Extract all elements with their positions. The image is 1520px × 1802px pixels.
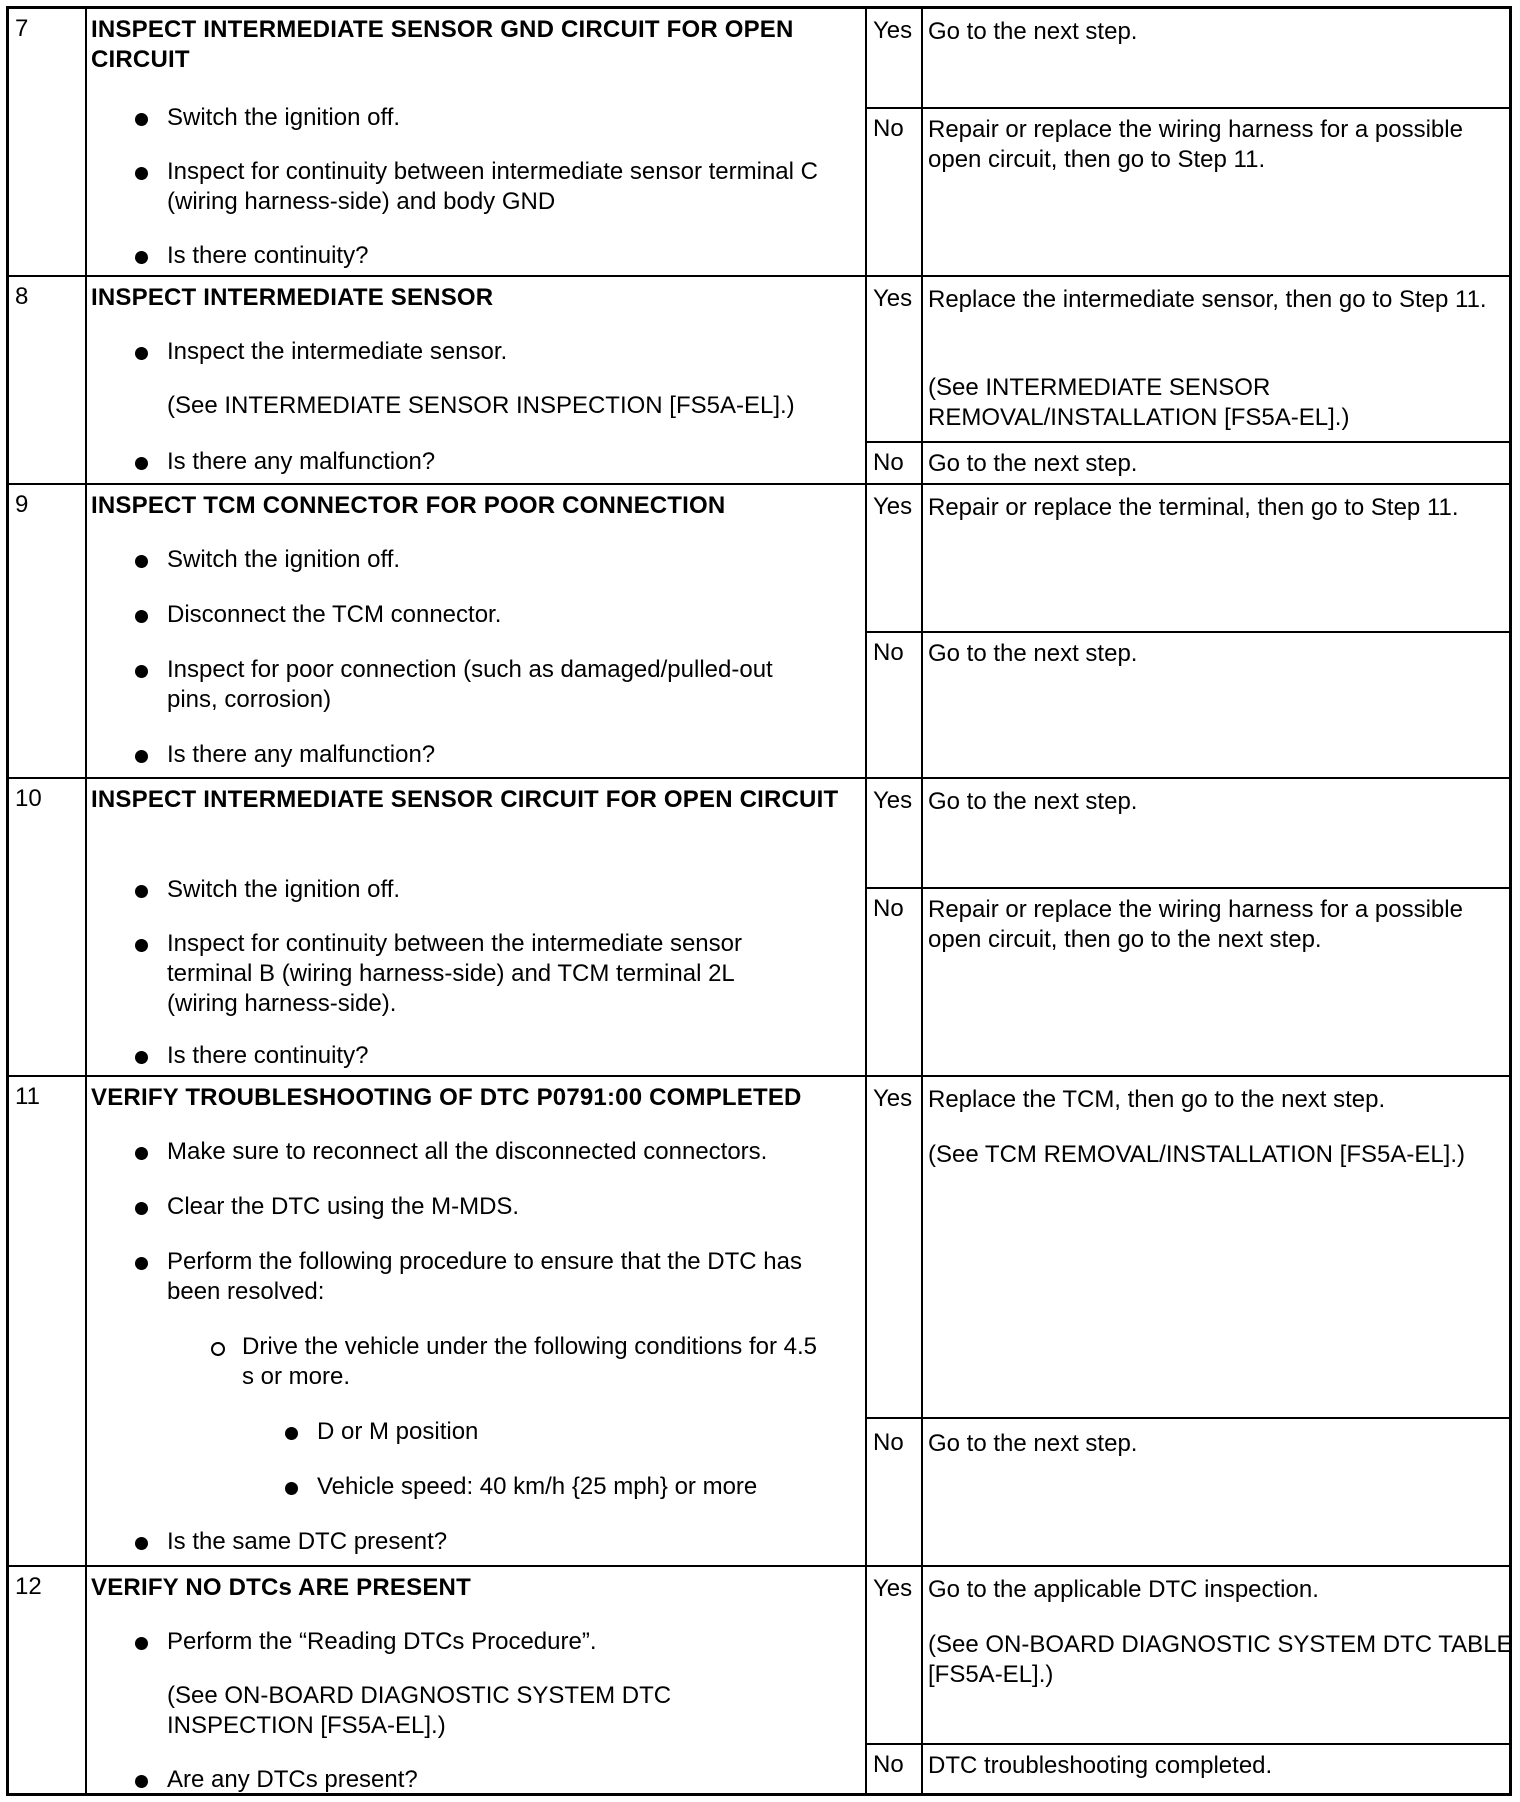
reference-note: (See INTERMEDIATE SENSOR INSPECTION [FS5A-EL].) bbox=[167, 392, 795, 419]
troubleshooting-table bbox=[6, 6, 1512, 1796]
list-item: Vehicle speed: 40 km/h {25 mph} or more bbox=[317, 1472, 837, 1502]
list-item: Inspect for continuity between intermediate sensor terminal C (wiring harness-side) and body GND bbox=[167, 157, 827, 217]
bullet-icon bbox=[135, 457, 148, 470]
bullet-icon bbox=[135, 1051, 148, 1064]
yes-no-divider bbox=[865, 441, 1509, 443]
no-label: No bbox=[873, 1751, 904, 1778]
bullet-icon bbox=[135, 610, 148, 623]
table-row bbox=[9, 277, 1509, 485]
table-row bbox=[9, 779, 1509, 1077]
step-number: 7 bbox=[15, 15, 29, 42]
no-label: No bbox=[873, 115, 904, 142]
list-item: Inspect for continuity between the intermediate sensor terminal B (wiring harness-side) and TCM terminal 2L (wiring harness-side). bbox=[167, 929, 807, 1019]
hollow-bullet-icon bbox=[211, 1342, 225, 1356]
step-title: VERIFY TROUBLESHOOTING OF DTC P0791:00 COMPLETED bbox=[91, 1084, 802, 1111]
yes-label: Yes bbox=[873, 285, 913, 312]
bullet-icon bbox=[135, 347, 148, 360]
yes-no-divider bbox=[865, 1743, 1509, 1745]
list-item: Drive the vehicle under the following conditions for 4.5 s or more. bbox=[242, 1332, 822, 1392]
yes-no-divider bbox=[865, 887, 1509, 889]
no-result: Repair or replace the wiring harness for a possible open circuit, then go to the next step. bbox=[928, 896, 1463, 953]
list-item: Is there continuity? bbox=[167, 1041, 827, 1071]
yes-no-divider bbox=[865, 1417, 1509, 1419]
step-number: 10 bbox=[15, 785, 42, 812]
yes-result: Repair or replace the terminal, then go to Step 11. bbox=[928, 494, 1459, 521]
bullet-icon bbox=[135, 939, 148, 952]
yes-result: Go to the next step. bbox=[928, 18, 1138, 45]
bullet-icon bbox=[135, 555, 148, 568]
bullet-icon bbox=[135, 1147, 148, 1160]
yes-reference: (See ON-BOARD DIAGNOSTIC SYSTEM DTC TABLE [FS5A-EL].) bbox=[928, 1631, 1513, 1688]
list-item: Switch the ignition off. bbox=[167, 875, 827, 905]
bullet-icon bbox=[285, 1482, 298, 1495]
list-item: Switch the ignition off. bbox=[167, 103, 827, 133]
bullet-icon bbox=[135, 750, 148, 763]
step-title: INSPECT TCM CONNECTOR FOR POOR CONNECTION bbox=[91, 492, 726, 519]
bullet-icon bbox=[285, 1427, 298, 1440]
table-row bbox=[9, 9, 1509, 277]
no-result: Go to the next step. bbox=[928, 640, 1138, 667]
yes-label: Yes bbox=[873, 493, 913, 520]
yes-reference: (See TCM REMOVAL/INSTALLATION [FS5A-EL].) bbox=[928, 1141, 1466, 1168]
step-number: 9 bbox=[15, 491, 29, 518]
yes-no-divider bbox=[865, 107, 1509, 109]
list-item: Is there any malfunction? bbox=[167, 447, 827, 477]
list-item: Make sure to reconnect all the disconnected connectors. bbox=[167, 1137, 827, 1167]
list-item: Disconnect the TCM connector. bbox=[167, 600, 827, 630]
bullet-icon bbox=[135, 1202, 148, 1215]
bullet-icon bbox=[135, 665, 148, 678]
bullet-icon bbox=[135, 167, 148, 180]
step-title: INSPECT INTERMEDIATE SENSOR bbox=[91, 284, 494, 311]
yes-result: Replace the TCM, then go to the next step. bbox=[928, 1086, 1386, 1113]
yes-reference: (See INTERMEDIATE SENSOR REMOVAL/INSTALLATION [FS5A-EL].) bbox=[928, 374, 1350, 431]
yes-label: Yes bbox=[873, 787, 913, 814]
table-row bbox=[9, 1077, 1509, 1567]
step-title: INSPECT INTERMEDIATE SENSOR GND CIRCUIT FOR OPEN CIRCUIT bbox=[91, 16, 794, 73]
step-number: 12 bbox=[15, 1573, 42, 1600]
list-item: Switch the ignition off. bbox=[167, 545, 827, 575]
no-result: Go to the next step. bbox=[928, 1430, 1138, 1457]
no-label: No bbox=[873, 1429, 904, 1456]
list-item: D or M position bbox=[317, 1417, 817, 1447]
yes-label: Yes bbox=[873, 1085, 913, 1112]
list-item: Perform the following procedure to ensure that the DTC has been resolved: bbox=[167, 1247, 847, 1307]
list-item: Clear the DTC using the M-MDS. bbox=[167, 1192, 827, 1222]
bullet-icon bbox=[135, 1537, 148, 1550]
yes-result: Go to the applicable DTC inspection. bbox=[928, 1576, 1319, 1603]
list-item: Inspect for poor connection (such as damaged/pulled-out pins, corrosion) bbox=[167, 655, 827, 715]
yes-label: Yes bbox=[873, 17, 913, 44]
no-result: Go to the next step. bbox=[928, 450, 1138, 477]
bullet-icon bbox=[135, 1257, 148, 1270]
bullet-icon bbox=[135, 885, 148, 898]
bullet-icon bbox=[135, 1775, 148, 1788]
step-title: INSPECT INTERMEDIATE SENSOR CIRCUIT FOR OPEN CIRCUIT bbox=[91, 786, 839, 813]
no-label: No bbox=[873, 895, 904, 922]
table-row bbox=[9, 485, 1509, 779]
list-item: Is the same DTC present? bbox=[167, 1527, 827, 1557]
reference-note: (See ON-BOARD DIAGNOSTIC SYSTEM DTC INSPECTION [FS5A-EL].) bbox=[167, 1682, 672, 1739]
table-frame bbox=[6, 6, 1512, 1796]
yes-result: Go to the next step. bbox=[928, 788, 1138, 815]
no-label: No bbox=[873, 449, 904, 476]
list-item: Are any DTCs present? bbox=[167, 1765, 827, 1795]
yes-result: Replace the intermediate sensor, then go to Step 11. bbox=[928, 286, 1487, 313]
yes-label: Yes bbox=[873, 1575, 913, 1602]
step-title: VERIFY NO DTCs ARE PRESENT bbox=[91, 1574, 471, 1601]
no-result: Repair or replace the wiring harness for a possible open circuit, then go to Step 11. bbox=[928, 116, 1463, 173]
no-result: DTC troubleshooting completed. bbox=[928, 1752, 1273, 1779]
step-number: 8 bbox=[15, 283, 29, 310]
yes-no-divider bbox=[865, 631, 1509, 633]
no-label: No bbox=[873, 639, 904, 666]
step-number: 11 bbox=[15, 1083, 40, 1110]
list-item: Is there continuity? bbox=[167, 241, 827, 271]
table-row bbox=[9, 1567, 1513, 1793]
list-item: Inspect the intermediate sensor. bbox=[167, 337, 827, 367]
list-item: Is there any malfunction? bbox=[167, 740, 827, 770]
bullet-icon bbox=[135, 251, 148, 264]
bullet-icon bbox=[135, 1637, 148, 1650]
list-item: Perform the “Reading DTCs Procedure”. bbox=[167, 1627, 827, 1657]
bullet-icon bbox=[135, 113, 148, 126]
